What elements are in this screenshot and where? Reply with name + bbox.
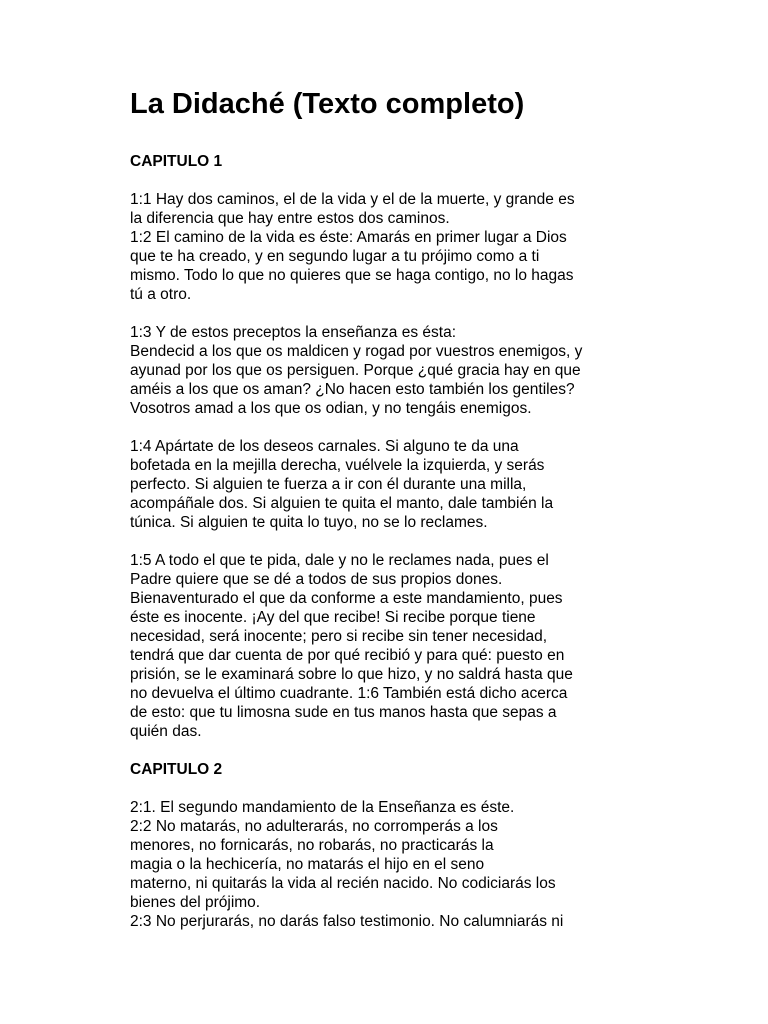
text-line: 1:3 Y de estos preceptos la enseñanza es ésta:: [130, 324, 457, 341]
text-line: 1:2 El camino de la vida es éste: Amarás en primer lugar a Dios: [130, 229, 567, 246]
text-line: 2:1. El segundo mandamiento de la Enseñanza es éste.: [130, 799, 515, 816]
text-line: que te ha creado, y en segundo lugar a tu prójimo como a ti: [130, 248, 540, 265]
text-line: acompáñale dos. Si alguien te quita el manto, dale también la: [130, 495, 554, 512]
document-page: [130, 82, 650, 950]
paragraph-1-3: [130, 323, 650, 418]
text-line: 2:3 No perjurarás, no darás falso testimonio. No calumniarás ni: [130, 913, 564, 930]
text-line: magia o la hechicería, no matarás el hijo en el seno: [130, 856, 485, 873]
chapter-heading: CAPITULO 2: [130, 761, 223, 778]
chapter-1: [130, 152, 650, 741]
text-line: Padre quiere que se dé a todos de sus propios dones.: [130, 571, 503, 588]
text-line: prisión, se le examinará sobre lo que hizo, y no saldrá hasta que: [130, 666, 573, 683]
text-line: perfecto. Si alguien te fuerza a ir con él durante una milla,: [130, 476, 527, 493]
paragraph-1-4: [130, 437, 650, 532]
text-line: menores, no fornicarás, no robarás, no practicarás la: [130, 837, 494, 854]
text-line: bienes del prójimo.: [130, 894, 261, 911]
document-title: La Didaché (Texto completo): [130, 88, 525, 120]
chapter-2: [130, 760, 650, 931]
text-line: no devuelva el último cuadrante. 1:6 También está dicho acerca: [130, 685, 568, 702]
text-line: tendrá que dar cuenta de por qué recibió y para qué: puesto en: [130, 647, 565, 664]
text-line: 1:5 A todo el que te pida, dale y no le reclames nada, pues el: [130, 552, 549, 569]
text-line: ayunad por los que os persiguen. Porque ¿qué gracia hay en que: [130, 362, 581, 379]
chapter-heading: CAPITULO 1: [130, 153, 223, 170]
text-line: 1:4 Apártate de los deseos carnales. Si alguno te da una: [130, 438, 519, 455]
paragraph-1-1: [130, 190, 650, 304]
paragraph-2-1: [130, 798, 650, 931]
text-line: Bienaventurado el que da conforme a este mandamiento, pues: [130, 590, 563, 607]
text-line: la diferencia que hay entre estos dos caminos.: [130, 210, 450, 227]
text-line: tú a otro.: [130, 286, 192, 303]
text-line: necesidad, será inocente; pero si recibe sin tener necesidad,: [130, 628, 548, 645]
text-line: améis a los que os aman? ¿No hacen esto también los gentiles?: [130, 381, 575, 398]
text-line: éste es inocente. ¡Ay del que recibe! Si recibe porque tiene: [130, 609, 536, 626]
text-line: Vosotros amad a los que os odian, y no tengáis enemigos.: [130, 400, 532, 417]
text-line: mismo. Todo lo que no quieres que se haga contigo, no lo hagas: [130, 267, 574, 284]
text-line: quién das.: [130, 723, 202, 740]
text-line: bofetada en la mejilla derecha, vuélvele la izquierda, y serás: [130, 457, 545, 474]
text-line: 1:1 Hay dos caminos, el de la vida y el de la muerte, y grande es: [130, 191, 575, 208]
text-line: de esto: que tu limosna sude en tus manos hasta que sepas a: [130, 704, 557, 721]
text-line: materno, ni quitarás la vida al recién nacido. No codiciarás los: [130, 875, 556, 892]
paragraph-1-5: [130, 551, 650, 741]
text-line: Bendecid a los que os maldicen y rogad por vuestros enemigos, y: [130, 343, 583, 360]
text-line: 2:2 No matarás, no adulterarás, no corromperás a los: [130, 818, 498, 835]
text-line: túnica. Si alguien te quita lo tuyo, no se lo reclames.: [130, 514, 488, 531]
